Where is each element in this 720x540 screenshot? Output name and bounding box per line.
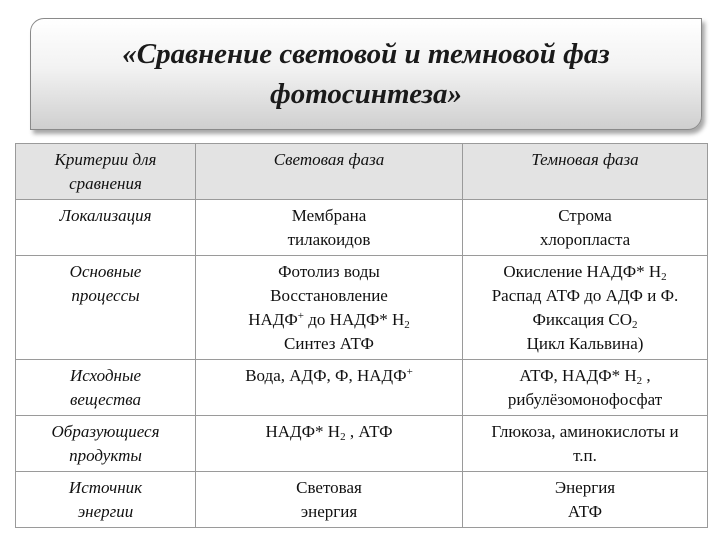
cell-dark: Строма хлоропласта	[463, 200, 708, 256]
title-line-1: «Сравнение световой и темновой фаз	[122, 38, 610, 70]
comparison-table	[15, 143, 708, 528]
title-line-2: фотосинтеза»	[269, 78, 462, 110]
header-light-phase: Световая фаза	[196, 144, 463, 200]
cell-criteria: Источник энергии	[16, 472, 196, 528]
cell-light: НАДФ* $Н_2$ , АТФ	[196, 416, 463, 472]
cell-criteria: Образующиеся продукты	[16, 416, 196, 472]
header-criteria: Критерии для сравнения	[16, 144, 196, 200]
slide-title	[66, 34, 666, 114]
cell-criteria: Исходные вещества	[16, 360, 196, 416]
header-dark-phase: Темновая фаза	[463, 144, 708, 200]
cell-criteria: Локализация	[16, 200, 196, 256]
table-row-processes	[16, 256, 708, 360]
table-row-localization	[16, 200, 708, 256]
cell-light: Вода, АДФ, Ф, НАДФ+	[196, 360, 463, 416]
cell-light: Световая энергия	[196, 472, 463, 528]
cell-dark: Энергия АТФ	[463, 472, 708, 528]
cell-dark: Окисление НАДФ* $Н_2$ Распад АТФ до АДФ и Ф. Фиксация $СО_2$ Цикл Кальвина)	[463, 256, 708, 360]
cell-dark: Глюкоза, аминокислоты и т.п.	[463, 416, 708, 472]
cell-criteria: Основные процессы	[16, 256, 196, 360]
cell-dark: АТФ, НАДФ* $Н_2$ , рибулёзомонофосфат	[463, 360, 708, 416]
cell-light: Фотолиз воды Восстановление НАДФ+ до НАДФ* $Н_2$ Синтез АТФ	[196, 256, 463, 360]
table-row-products	[16, 416, 708, 472]
table-row-inputs	[16, 360, 708, 416]
table-header-row	[16, 144, 708, 200]
cell-light: Мембрана тилакоидов	[196, 200, 463, 256]
slide-title-box	[30, 18, 702, 130]
table-row-energy	[16, 472, 708, 528]
